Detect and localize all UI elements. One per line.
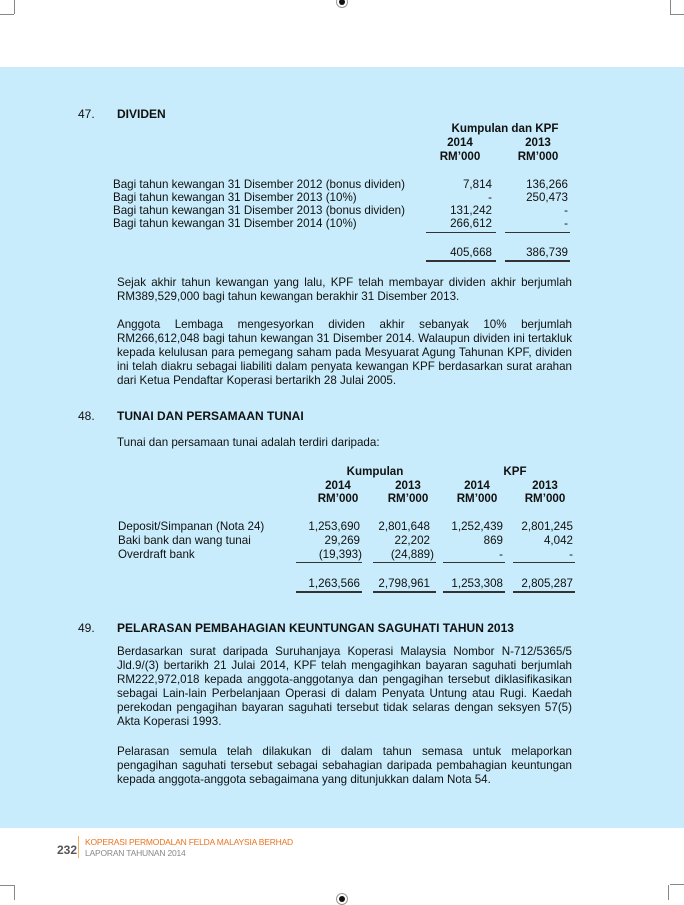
crop-mark-icon bbox=[670, 14, 684, 15]
total-rule bbox=[513, 591, 575, 593]
tunai-col-unit: RM’000 bbox=[456, 492, 498, 505]
table-cell: - bbox=[569, 548, 573, 561]
page-number: 232 bbox=[57, 843, 78, 857]
tunai-group-header: Kumpulan bbox=[346, 465, 404, 478]
table-row-label: Deposit/Simpanan (Nota 24) bbox=[118, 520, 265, 533]
crop-mark-icon bbox=[14, 0, 15, 14]
total-rule bbox=[443, 591, 505, 593]
note-48-number: 48. bbox=[78, 409, 95, 423]
table-row-label: Bagi tahun kewangan 31 Disember 2012 (bonus dividen) bbox=[113, 178, 405, 191]
tunai-intro: Tunai dan persamaan tunai adalah terdiri daripada: bbox=[117, 436, 380, 449]
crop-mark-icon bbox=[14, 885, 15, 900]
table-cell: 2,801,245 bbox=[521, 520, 573, 533]
subtotal-rule bbox=[505, 232, 570, 233]
table-total-cell: 2,798,961 bbox=[378, 577, 430, 590]
tunai-col-year: 2014 bbox=[464, 479, 490, 492]
table-cell: 4,042 bbox=[543, 534, 573, 547]
subtotal-rule bbox=[373, 562, 436, 563]
table-row-label: Bagi tahun kewangan 31 Disember 2014 (10%) bbox=[113, 217, 357, 230]
table-cell: 136,266 bbox=[526, 178, 568, 191]
tunai-col-year: 2013 bbox=[532, 479, 558, 492]
table-row-label: Bagi tahun kewangan 31 Disember 2013 (10%) bbox=[113, 191, 357, 204]
table-total-cell: 1,263,566 bbox=[308, 577, 360, 590]
dividen-paragraph: Anggota Lembaga mengesyorkan dividen akhir sebanyak 10% berjumlah RM266,612,048 bagi tahun kewangan 31 Disember 2014. Walaupun dividen ini tertakluk kepada kelulusan para pemegang saham pada Mesyuarat Agung Tahunan KPF, dividen ini telah diakru sebagai liabiliti dalam penyata kewangan KPF berdasarkan surat arahan dari Ketua Pendaftar Koperasi bertarikh 28 Julai 2005. bbox=[117, 318, 572, 387]
dividen-col-unit: RM’000 bbox=[517, 150, 559, 163]
table-cell: 250,473 bbox=[526, 191, 568, 204]
subtotal-rule bbox=[296, 562, 362, 563]
tunai-group-header: KPF bbox=[503, 465, 527, 478]
pelarasan-paragraph: Berdasarkan surat daripada Suruhanjaya Koperasi Malaysia Nombor N-712/5365/5 Jld.9/(3) bertarikh 21 Julai 2014, KPF telah mengagihkan bayaran saguhati berjumlah RM222,972,018 kepada anggota-anggotanya dan pengagihan tersebut diklasifikasikan sebagai Lain-lain Perbelanjaan Operasi di dalam Penyata Untung atau Rugi. Kaedah perekodan pengagihan bayaran saguhati tersebut tidak selaras dengan seksyen 57(5) Akta Koperasi 1993. bbox=[117, 645, 572, 728]
subtotal-rule bbox=[513, 562, 575, 563]
tunai-col-unit: RM’000 bbox=[387, 492, 429, 505]
total-rule bbox=[426, 260, 496, 262]
pelarasan-paragraph: Pelarasan semula telah dilakukan di dalam tahun semasa untuk melaporkan pengagihan saguhati tersebut sebagai sebahagian daripada pembahagian keuntungan kepada anggota-anggota sebagaimana yang ditunjukkan dalam Nota 54. bbox=[117, 745, 572, 786]
table-cell: - bbox=[564, 204, 568, 217]
table-cell: (24,889) bbox=[390, 548, 434, 561]
crop-mark-icon bbox=[670, 884, 684, 885]
table-cell: 22,202 bbox=[394, 534, 430, 547]
table-cell: 266,612 bbox=[450, 217, 492, 230]
tunai-col-unit: RM’000 bbox=[524, 492, 566, 505]
total-rule bbox=[373, 591, 436, 593]
total-rule bbox=[296, 591, 362, 593]
footer-organization: KOPERASI PERMODALAN FELDA MALAYSIA BERHAD bbox=[85, 837, 293, 847]
table-total-cell: 405,668 bbox=[450, 246, 492, 259]
crop-mark-icon bbox=[670, 0, 671, 14]
crop-mark-icon bbox=[668, 885, 669, 900]
dividen-col-year: 2013 bbox=[525, 136, 551, 149]
tunai-col-year: 2013 bbox=[395, 479, 421, 492]
note-49-number: 49. bbox=[78, 621, 95, 635]
dividen-col-unit: RM’000 bbox=[439, 150, 481, 163]
table-row-label: Overdraft bank bbox=[118, 548, 195, 561]
table-row-label: Baki bank dan wang tunai bbox=[118, 534, 251, 547]
subtotal-rule bbox=[443, 562, 505, 563]
table-total-cell: 2,805,287 bbox=[521, 577, 573, 590]
table-cell: 1,253,690 bbox=[308, 520, 360, 533]
subtotal-rule bbox=[426, 232, 496, 233]
registration-mark-icon bbox=[336, 0, 348, 8]
total-rule bbox=[505, 260, 570, 262]
table-cell: 2,801,648 bbox=[378, 520, 430, 533]
table-cell: 29,269 bbox=[324, 534, 360, 547]
footer-divider bbox=[78, 836, 79, 858]
registration-mark-icon bbox=[336, 893, 348, 905]
footer-report-title: LAPORAN TAHUNAN 2014 bbox=[85, 848, 186, 858]
table-cell: 131,242 bbox=[450, 204, 492, 217]
dividen-group-header: Kumpulan dan KPF bbox=[451, 122, 559, 135]
note-47-number: 47. bbox=[78, 107, 95, 121]
table-cell: - bbox=[564, 217, 568, 230]
table-cell: 7,814 bbox=[462, 178, 492, 191]
table-cell: (19,393) bbox=[318, 548, 362, 561]
table-total-cell: 386,739 bbox=[526, 246, 568, 259]
dividen-col-year: 2014 bbox=[447, 136, 473, 149]
table-row-label: Bagi tahun kewangan 31 Disember 2013 (bonus dividen) bbox=[113, 204, 405, 217]
crop-mark-icon bbox=[0, 885, 14, 886]
note-47-title: DIVIDEN bbox=[117, 107, 166, 121]
table-cell: 869 bbox=[483, 534, 503, 547]
table-total-cell: 1,253,308 bbox=[451, 577, 503, 590]
note-49-title: PELARASAN PEMBAHAGIAN KEUNTUNGAN SAGUHATI TAHUN 2013 bbox=[117, 621, 514, 635]
crop-mark-icon bbox=[0, 14, 14, 15]
tunai-col-year: 2014 bbox=[325, 479, 351, 492]
note-48-title: TUNAI DAN PERSAMAAN TUNAI bbox=[117, 409, 304, 423]
table-cell: 1,252,439 bbox=[451, 520, 503, 533]
dividen-paragraph: Sejak akhir tahun kewangan yang lalu, KPF telah membayar dividen akhir berjumlah RM389,529,000 bagi tahun kewangan berakhir 31 Disember 2013. bbox=[117, 276, 572, 303]
tunai-col-unit: RM’000 bbox=[317, 492, 359, 505]
table-cell: - bbox=[488, 191, 492, 204]
table-cell: - bbox=[499, 548, 503, 561]
